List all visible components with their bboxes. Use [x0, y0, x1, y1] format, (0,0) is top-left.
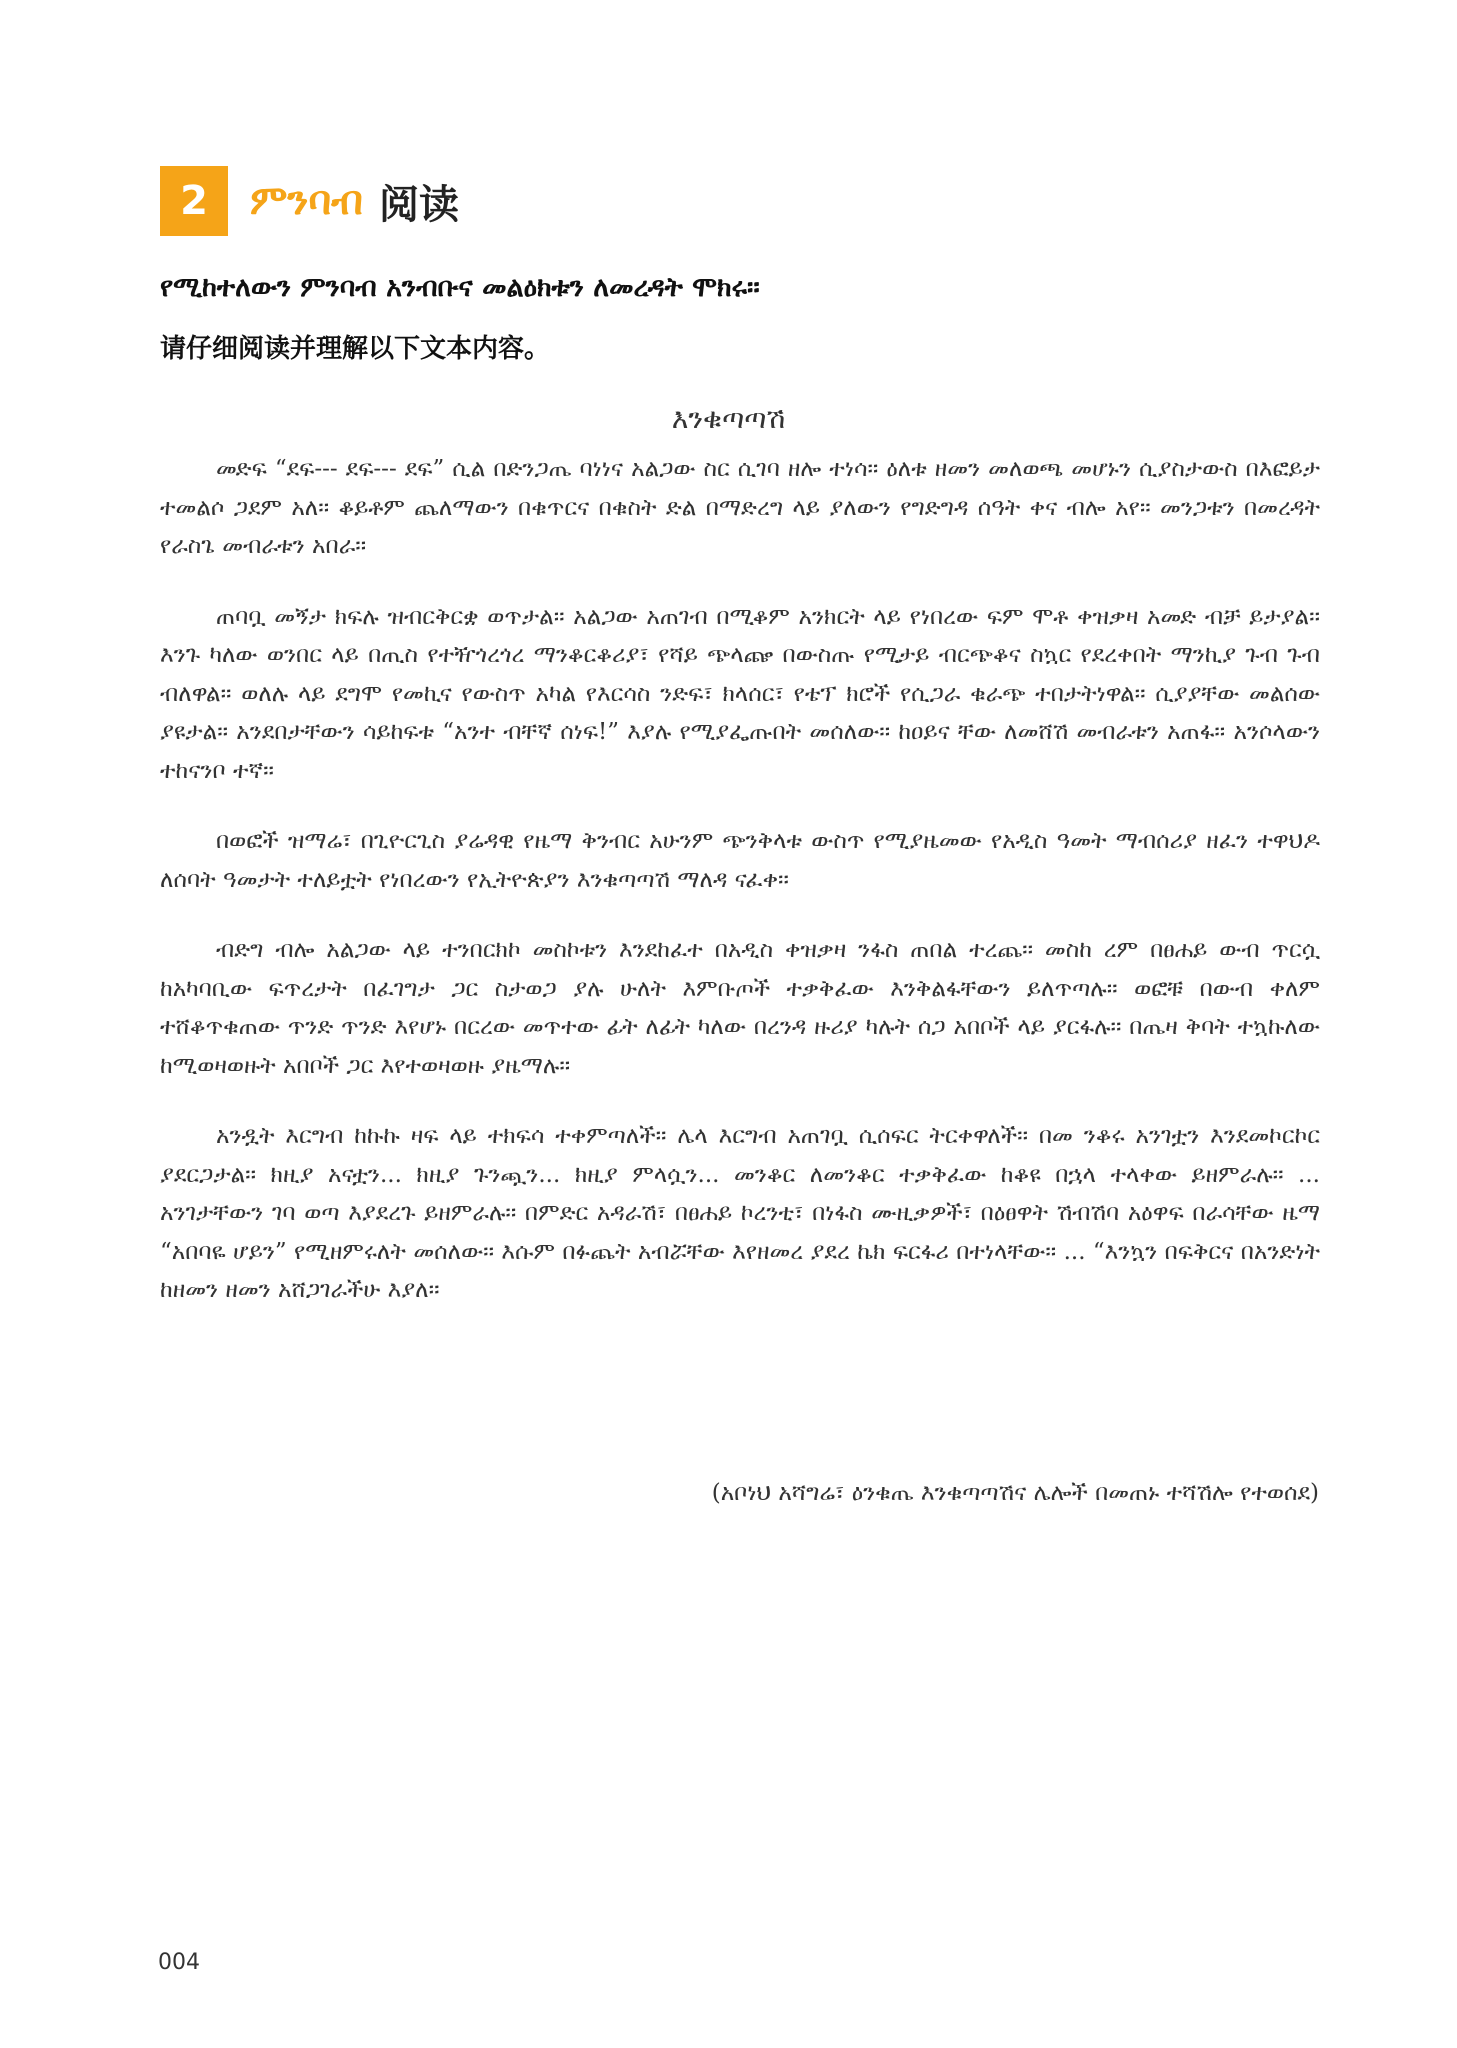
story-title: እንቁጣጣሽ	[671, 402, 786, 435]
section-title-amharic: ምንባብ	[250, 178, 363, 224]
instruction-chinese: 请仔细阅读并理解以下文本内容。	[160, 334, 551, 364]
section-title-chinese: 阅读	[379, 181, 459, 228]
paragraph: ብድግ ብሎ አልጋው ላይ ተንበርክኮ መስኮቱን እንደከፈተ በአዲስ ቀዝቃዛ ንፋስ ጠበል ተረጨ፡፡ መስከ ረም በፀሐይ ውብ ጥርሷ ከአካባቢው ፍጥረታት በፈገግታ ጋር ስታወጋ ያሉ ሁለት እምቡጦች ተቃቅፈው እንቅልፋቸውን ይለጥጣሉ፡፡ ወፎቹ በውብ ቀለም ተሸቆጥቁጠው ጥንድ ጥንድ እየሆኑ በርረው መጥተው ፊት ለፊት ካለው በረንዳ ዙሪያ ካሉት ሰጋ አበቦች ላይ ያርፋሉ፡፡ በጤዛ ቅባት ተኳኩለው ከሚወዛወዙት አበቦች ጋር እየተወዛወዙ ያዜማሉ፡፡	[160, 937, 1320, 1079]
paragraph: አንዷት እርግብ ከኩኩ ዛፍ ላይ ተክፍሳ ተቀምጣለች፡፡ ሌላ እርግብ አጠገቧ ሲሰፍር ትርቀዋለች፡፡ በመ ንቆሩ አንገቷን እንደመኮርኮር ያደርጋታል፡፡ ክዚያ አናቷን... ክዚያ ጉንጯን... ክዚያ ምላሷን... መንቆር ለመንቆር ተቃቅፈው ከቆዩ በኋላ ተላቀው ይዘምራሉ፡፡ ... አንገታቸውን ገባ ወጣ እያደረጉ ይዘምራሉ፡፡ በምድር አዳራሽ፣ በፀሐይ ኮረንቲ፣ በነፋስ ሙዚቃዎች፣ በዕፀዋት ሽብሽባ አዕዋፍ በራሳቸው ዜማ “አበባዬ ሆይን” የሚዘምሩለት መሰለው፡፡ እሱም በፉጨት አብሯቸው እየዘመረ ያደረ ኬክ ፍርፋሪ በተነላቸው፡፡ ... “እንኳን በፍቅርና በአንድነት ከዘመን ዘመን አሸጋገራችሁ እያለ፡፡	[160, 1123, 1320, 1303]
source-citation: (አቦነህ አሻግሬ፣ ዕንቁጤ እንቁጣጣሽና ሌሎች በመጠኑ ተሻሽሎ የተወሰደ)	[711, 1480, 1319, 1506]
paragraph: መድፍ “ደፍ--- ደፍ--- ደፍ” ሲል በድንጋጤ ባነነና አልጋው ስር ሲገባ ዘሎ ተነሳ፡፡ ዕለቱ ዘመን መለወጫ መሆኑን ሲያስታውስ በእፎይታ ተመልሶ ጋደም አለ፡፡ ቆይቶም ጨለማውን በቁጥርና በቁስት ድል በማድረግ ላይ ያለውን የግድግዳ ሰዓት ቀና ብሎ አየ፡፡ መንጋቱን በመረዳት የራስጌ መብራቱን አበራ፡፡	[160, 456, 1320, 559]
paragraph: በወፎች ዝማሬ፣ በጊዮርጊስ ያሬዳዊ የዜማ ቅንብር አሁንም ጭንቅላቱ ውስጥ የሚያዜመው የአዲስ ዓመት ማብሰሪያ ዘፈን ተዋህዶ ለሰባት ዓመታት ተለይቷት የነበረውን የኢትዮጵያን እንቁጣጣሽ ማለዳ ናፈቀ፡፡	[160, 828, 1320, 893]
page-number: 004	[158, 1950, 200, 1975]
instruction-amharic: የሚከተለውን ምንባብ አንብቡና መልዕክቱን ለመረዳት ሞክሩ፡፡	[160, 272, 760, 303]
section-header	[160, 166, 459, 236]
paragraph: ጠባቧ መኝታ ክፍሉ ዝብርቅርቋ ወጥታል፡፡ አልጋው አጠገብ በሚቆም አንክርት ላይ የነበረው ፍም ሞቶ ቀዝቃዛ አመድ ብቻ ይታያል፡፡ እንጉ ካለው ወንበር ላይ በጢስ የተዥጎረጎረ ማንቆርቆሪያ፣ የሻይ ጭላጬ በውስጡ የሚታይ ብርጭቆና ስኳር የደረቀበት ማንኪያ ጉብ ጉብ ብለዋል፡፡ ወለሉ ላይ ደግሞ የመኪና የውስጥ አካል የእርሳስ ንድፍ፣ ክላሰር፣ የቴፕ ክሮች የሲጋራ ቁራጭ ተበታትነዋል፡፡ ሲያያቸው መልሰው ያዩታል፡፡ አንደበታቸውን ሳይከፍቱ “አንተ ብቸኛ ሰነፍ!” እያሉ የሚያፌጡበት መሰለው፡፡ ከዐይና ቸው ለመሸሽ መብራቱን አጠፋ፡፡ አንሶላውን ተከናንቦ ተኛ፡፡	[160, 603, 1320, 784]
section-number-badge: 2	[160, 166, 228, 236]
story-body	[160, 450, 1320, 1342]
